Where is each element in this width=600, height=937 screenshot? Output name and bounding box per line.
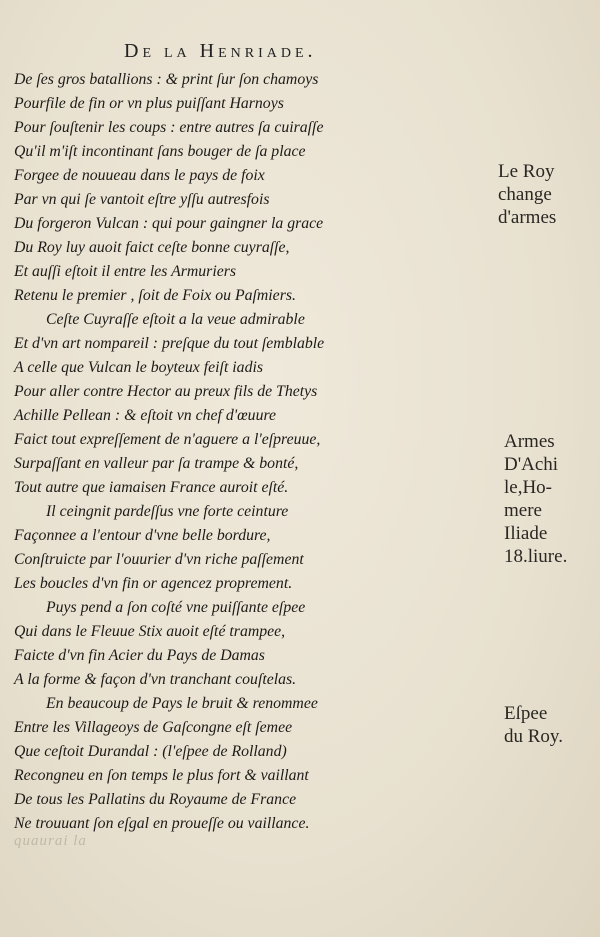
verse-line: De tous les Pallatins du Royaume de France	[14, 791, 297, 808]
verse-line: Faict tout expreſſement de n'aguere a l'eſpreuue,	[14, 431, 321, 448]
verse-line: Forgee de nouueau dans le pays de foix	[14, 167, 265, 184]
verse-line: Pour ſouſtenir les coups : entre autres ſa cuiraſſe	[14, 119, 324, 136]
verse-line: De ſes gros batallions : & print ſur ſon chamoys	[14, 71, 319, 88]
verse-line: Ne trouuant ſon eſgal en proueſſe ou vaillance.	[14, 815, 310, 832]
verse-line: Pourfile de fin or vn plus puiſſant Harnoys	[14, 95, 284, 112]
verse-line: Tout autre que iamaisen France auroit eſté.	[14, 479, 289, 496]
marginal-note-king-changes-arms: Le Roy change d'armes	[498, 161, 557, 228]
verse-line: En beaucoup de Pays le bruit & renommee	[46, 695, 318, 712]
verse-line: Du Roy luy auoit faict ceſte bonne cuyraſſe,	[14, 239, 290, 256]
running-head: De la Henriade.	[124, 40, 317, 62]
verse-line: Surpaſſant en valleur par ſa trampe & bonté,	[14, 455, 299, 472]
verse-line: Que ceſtoit Durandal : (l'eſpee de Rolland)	[14, 743, 287, 760]
verse-line: Et d'vn art nompareil : preſque du tout ſemblable	[14, 335, 325, 352]
verse-line: Par vn qui ſe vantoit eſtre yſſu autresfois	[14, 191, 270, 208]
verse-line: Façonnee a l'entour d'vne belle bordure,	[14, 527, 271, 544]
verse-line: Il ceingnit pardeſſus vne forte ceinture	[46, 503, 289, 520]
verse-line: Faicte d'vn fin Acier du Pays de Damas	[14, 647, 265, 664]
verse-line: Du forgeron Vulcan : qui pour gaingner la grace	[14, 215, 324, 232]
verse-line: Qu'il m'iſt incontinant ſans bouger de ſa place	[14, 143, 306, 160]
marginal-note-arms-of-achilles: Armes D'Achi le,Ho- mere Iliade 18.liure.	[504, 431, 568, 567]
verse-line: Recongneu en ſon temps le plus fort & vaillant	[14, 767, 309, 784]
verse-line: Retenu le premier , ſoit de Foix ou Paſmiers.	[14, 287, 296, 304]
verse-line: Pour aller contre Hector au preux fils de Thetys	[14, 383, 318, 400]
marginal-note-kings-sword: Eſpee du Roy.	[504, 703, 563, 747]
verse-line: Puys pend a ſon coſté vne puiſſante eſpee	[46, 599, 306, 616]
verse-line: Conſtruicte par l'ouurier d'vn riche paſſement	[14, 551, 304, 568]
verse-line: A la forme & façon d'vn tranchant couſtelas.	[14, 671, 297, 688]
verse-line: Ceſte Cuyraſſe eſtoit a la veue admirable	[46, 311, 305, 328]
verse-line: Entre les Villageoys de Gaſcongne eſt ſemee	[14, 719, 293, 736]
verse-line: Et auſſi eſtoit il entre les Armuriers	[14, 263, 237, 280]
verse-line: Achille Pellean : & eſtoit vn chef d'œuure	[14, 407, 277, 424]
faint-catchword: quaurai la	[14, 833, 87, 849]
verse-line: Qui dans le Fleuue Stix auoit eſté trampee,	[14, 623, 286, 640]
verse-line: A celle que Vulcan le boyteux feiſt iadis	[14, 359, 264, 376]
verse-line: Les boucles d'vn fin or agencez proprement.	[14, 575, 293, 592]
